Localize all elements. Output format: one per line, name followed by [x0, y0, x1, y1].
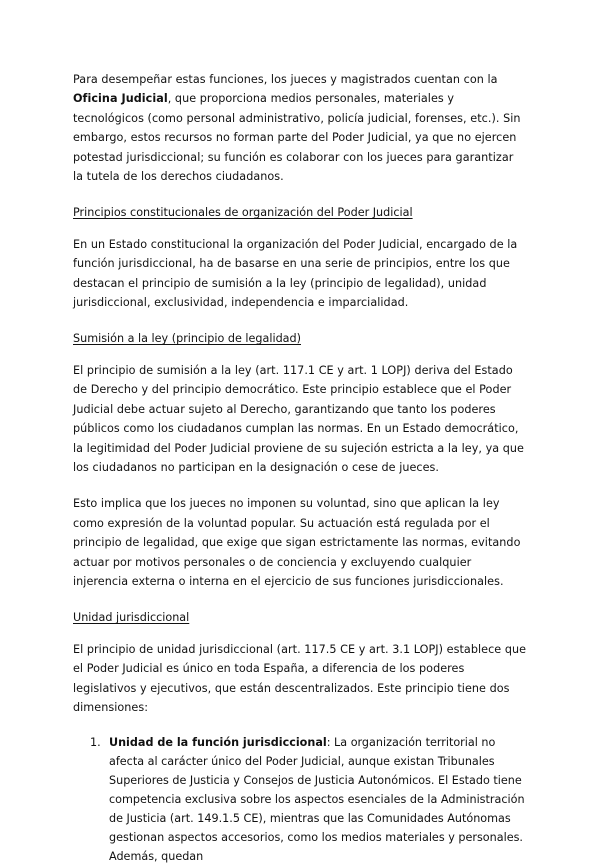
list-item-text: : La organización territorial no afecta al carácter único del Poder Judicial, aunque existan Tribunales Superiores de Justicia y Consejos de Justicia Autonómicos. El Estado tiene competencia exclusiva sobre los aspectos esenciales de la Administración de Justicia (art. 149.1.5 CE), mientras que las Comunidades Autónomas gestionan aspectos accesorios, como los medios materiales y personales. Además, quedan	[109, 736, 525, 863]
bold-term-oficina-judicial: Oficina Judicial	[73, 92, 168, 106]
paragraph-oficina-judicial	[73, 70, 527, 186]
heading-principios-constitucionales: Principios constitucionales de organización del Poder Judicial	[73, 206, 413, 220]
heading-unidad-jurisdiccional: Unidad jurisdiccional	[73, 611, 190, 625]
paragraph-sumision-2: Esto implica que los jueces no imponen su voluntad, sino que aplican la ley como expresión de la voluntad popular. Su actuación está regulada por el principio de legalidad, que exige que sigan estrictamente las normas, evitando actuar por motivos personales o de conciencia y excluyendo cualquier injerencia externa o interna en el ejercicio de sus funciones jurisdiccionales.	[73, 497, 521, 588]
heading-sumision-ley: Sumisión a la ley (principio de legalidad)	[73, 332, 301, 346]
paragraph-principios: En un Estado constitucional la organización del Poder Judicial, encargado de la función jurisdiccional, ha de basarse en una serie de principios, entre los que destacan el principio de sumisión a la ley (principio de legalidad), unidad jurisdiccional, exclusividad, independencia e imparcialidad.	[73, 237, 518, 310]
paragraph-unidad: El principio de unidad jurisdiccional (art. 117.5 CE y art. 3.1 LOPJ) establece que el Poder Judicial es único en toda España, a diferencia de los poderes legislativos y ejecutivos, que están descentralizados. Este principio tiene dos dimensiones:	[73, 642, 527, 714]
list-item	[73, 734, 527, 866]
paragraph-text: , que proporciona medios personales, materiales y tecnológicos (como personal administrativo, policía judicial, forenses, etc.). Sin embargo, estos recursos no forman parte del Poder Judicial, ya que no ejercen potestad jurisdiccional; su función es colaborar con los jueces para garantizar la tutela de los derechos ciudadanos.	[73, 92, 521, 184]
paragraph-sumision-1: El principio de sumisión a la ley (art. 117.1 CE y art. 1 LOPJ) deriva del Estado de Derecho y del principio democrático. Este principio establece que el Poder Judicial debe actuar sujeto al Derecho, garantizando que tanto los poderes públicos como los ciudadanos cumplan las normas. En un Estado democrático, la legitimidad del Poder Judicial proviene de su sujeción estricta a la ley, ya que los ciudadanos no participan en la designación o cese de jueces.	[73, 363, 524, 474]
paragraph-text: Para desempeñar estas funciones, los jueces y magistrados cuentan con la	[73, 73, 498, 86]
dimensions-list	[73, 734, 527, 866]
list-item-title: Unidad de la función jurisdiccional	[109, 736, 327, 750]
list-number: 1.	[90, 736, 101, 750]
